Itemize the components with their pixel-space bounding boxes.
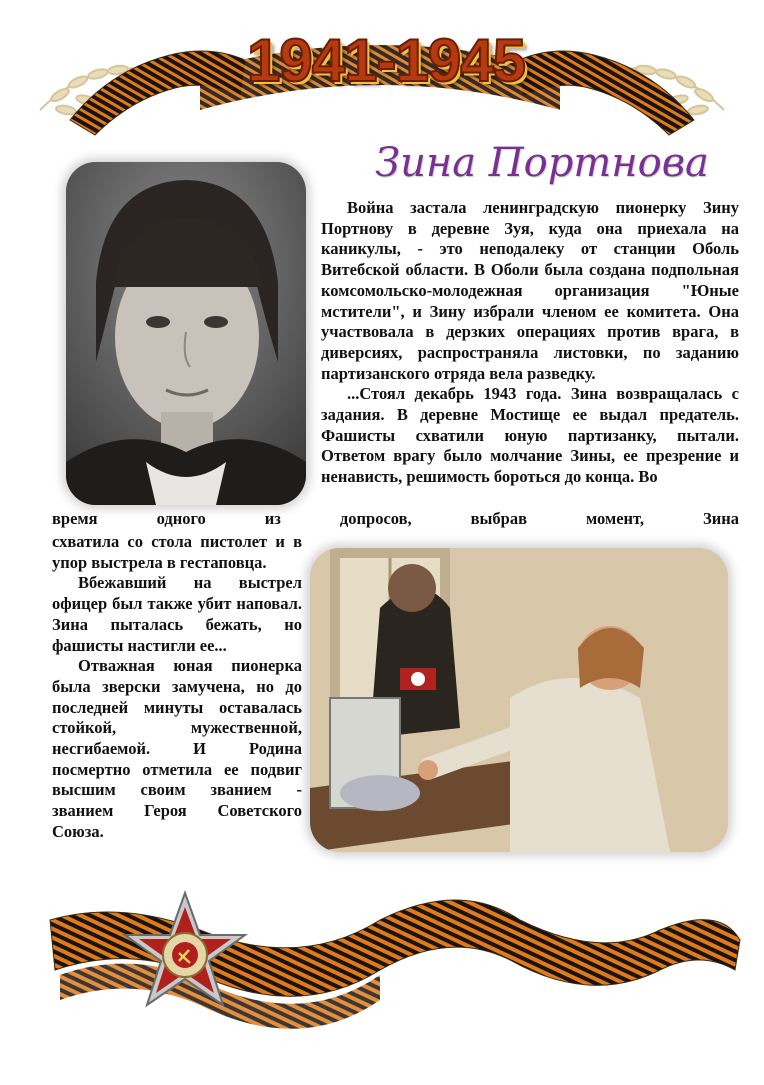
paragraph-3: схватила со стола пистолет и в упор выстрела в гестаповца.	[52, 532, 302, 572]
paragraph-1: Война застала ленинградскую пионерку Зину Портнову в деревне Зуя, куда она приехала на каникулы, - это неподалеку от станции Оболь Витебской области. В Оболи была создана подпольная комсомольско-молодежная организация "Юные мстители", и Зину избрали членом ее комитета. Она участвовала в дерзких операциях против врага, в диверсиях, распространяла листовки, по заданию партизанского отряда вела разведку.	[321, 198, 739, 383]
footer-decoration	[0, 880, 764, 1080]
paragraph-2: ...Стоял декабрь 1943 года. Зина возвращалась с задания. В деревне Мостище ее выдал предатель. Фашисты схватили юную партизанку, пытали. Ответом врагу было молчание Зины, ее презрение и ненависть, решимость бороться до конца. Во	[321, 384, 739, 487]
header-banner	[0, 0, 764, 145]
story-text-left	[52, 532, 302, 843]
years-heading: 1941-1945	[247, 27, 525, 94]
paragraph-5: Отважная юная пионерка была зверски замучена, но до последней минуты оставалась стойкой, мужественной, несгибаемой. И Родина посмертно отметила ее подвиг высшим своим званием - званием Героя Советского Союза.	[52, 656, 302, 841]
portrait-photo	[66, 162, 306, 505]
story-text-wide-line: время одного из допросов, выбрав момент, Зина	[52, 509, 739, 528]
page-title: Зина Портнова	[375, 140, 709, 186]
interrogation-illustration	[310, 548, 728, 852]
story-text-right	[321, 198, 739, 488]
paragraph-4: Вбежавший на выстрел офицер был также убит наповал. Зина пыталась бежать, но фашисты настигли ее...	[52, 573, 302, 655]
